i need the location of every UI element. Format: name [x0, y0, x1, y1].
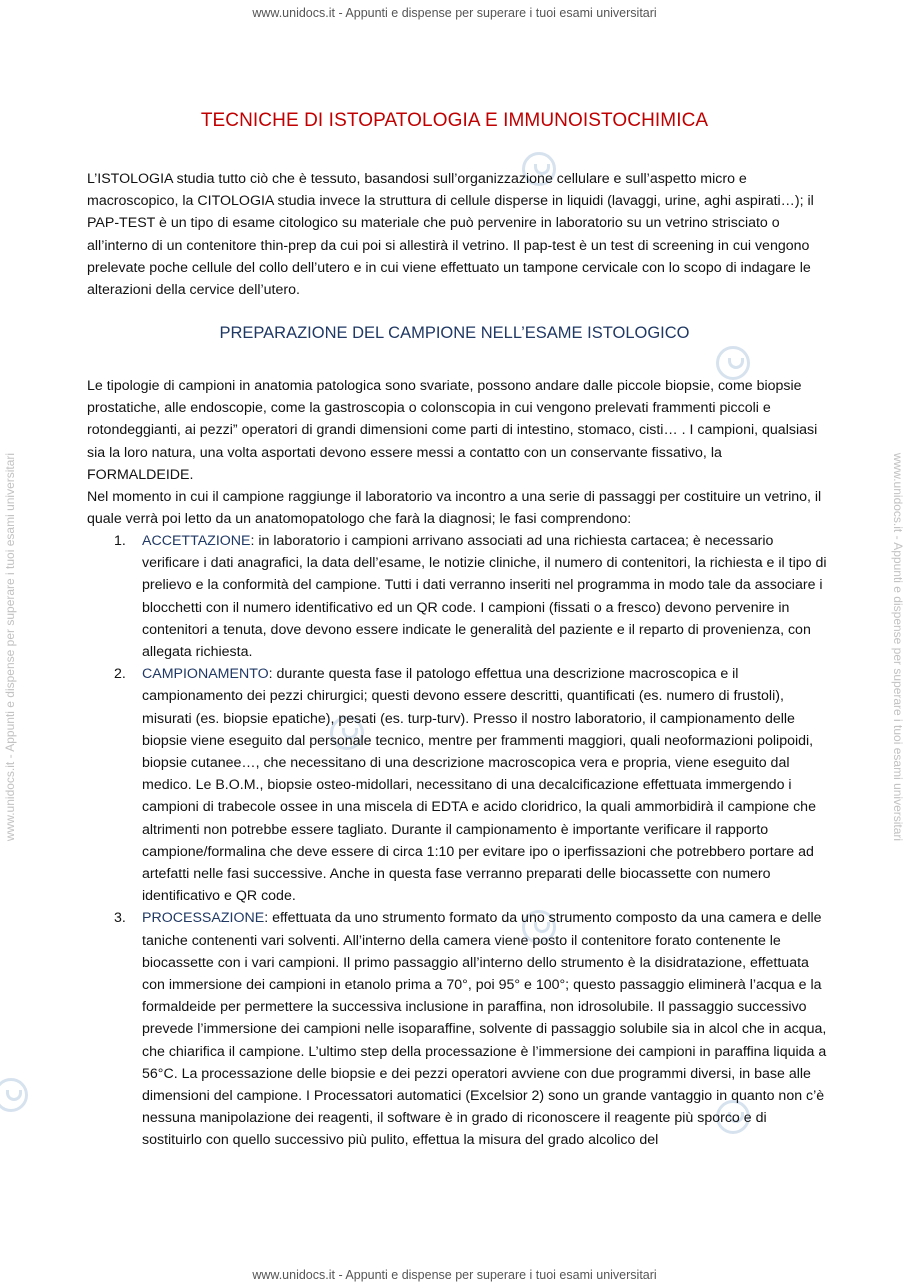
step-term: PROCESSAZIONE — [142, 910, 265, 927]
watermark-header: www.unidocs.it - Appunti e dispense per superare i tuoi esami universitari — [252, 6, 657, 20]
document-title: TECNICHE DI ISTOPATOLOGIA E IMMUNOISTOCHIMICA — [200, 110, 709, 131]
intro-paragraph: L’ISTOLOGIA studia tutto ciò che è tessuto, basandosi sull’organizzazione cellulare e sull’aspetto micro e macroscopico, la CITOLOGIA studia invece la struttura di cellule disperse in liquidi (lavaggi, urine, aghi aspirati…); il PAP-TEST è un tipo di esame citologico su materiale che può pervenire in laboratorio su un vetrino strisciato o all’interno di un contenitore thin-prep da cui poi si allestirà il vetrino. Il pap-test è un test di screening in cui vengono prelevate poche cellule del collo dell’utero e in cui viene effettuato un tampone cervicale con lo scopo di indagare le alterazioni della cervice dell’utero. — [87, 171, 814, 299]
step-number: 1. — [114, 533, 126, 549]
watermark-footer: www.unidocs.it - Appunti e dispense per superare i tuoi esami universitari — [252, 1268, 657, 1282]
step-text: : in laboratorio i campioni arrivano associati ad una richiesta cartacea; è necessario verificare i dati anagrafici, la data dell’esame, le notizie cliniche, il numero di contenitori, la richiesta e il tipo di prelievo e la conformità del campione. Tutti i dati verranno inseriti nel programma in modo tale da associare i blocchetti con il numero identificativo ed un QR code. I campioni (fissati o a fresco) devono pervenire in contenitori a tenuta, dove devono essere indicate le generalità del paziente e il reparto di provenienza, con allegata richiesta. — [142, 533, 827, 661]
section-paragraph: Le tipologie di campioni in anatomia patologica sono svariate, possono andare dalle piccole biopsie, come biopsie prostatiche, alle endoscopie, come la gastroscopia o colonscopia in cui vengono prelevati frammenti piccoli e rotondeggianti, ai pezzi” operatori di grandi dimensioni come parti di intestino, stomaco, cisti… . I campioni, qualsiasi sia la loro natura, una volta asportati devono essere messi a contatto con un conservante fissativo, la FORMALDEIDE. — [87, 378, 818, 483]
step-text: : durante questa fase il patologo effettua una descrizione macroscopica e il campionamento dei pezzi chirurgici; questi devono essere descritti, quantificati (es. numero di frustoli), misurati (es. biopsie epatiche), pesati (es. turp-turv). Presso il nostro laboratorio, il campionamento delle biopsie viene eseguito dal personale tecnico, mentre per frammenti maggiori, quali neoformazioni polipoidi, biopsie cutanee…, che necessitano di una descrizione macroscopica vera e propria, viene eseguito dal medico. Le B.O.M., biopsie osteo-midollari, necessitano di una decalcificazione effettuata immergendo i campioni di trabecole ossee in una miscela di EDTA e acido cloridrico, la quali ammorbidirà il campione che altrimenti non potrebbe essere tagliato. Durante il campionamento è importante verificare il rapporto campione/formalina che deve essere di circa 1:10 per evitare ipo o iperfissazioni che potrebbero portare ad artefatti nelle fasi successive. Anche in questa fase verranno preparati delle biocassette con numero identificativo e QR code. — [142, 666, 816, 905]
step-number: 3. — [114, 910, 126, 927]
list-item — [87, 663, 827, 907]
step-number: 2. — [114, 666, 126, 683]
section-body — [87, 375, 827, 530]
section-paragraph: Nel momento in cui il campione raggiunge il laboratorio va incontro a una serie di passaggi per costituire un vetrino, il quale verrà poi letto da un anatomopatologo che farà la diagnosi; le fasi comprendono: — [87, 489, 822, 528]
steps-list — [87, 530, 827, 1152]
watermark-logo-icon — [0, 1078, 28, 1112]
step-term: CAMPIONAMENTO — [142, 666, 269, 683]
step-text: : effettuata da uno strumento formato da uno strumento composto da una camera e delle taniche contenenti vari solventi. All’interno della camera viene posto il contenitore forato contenente le biocassette con i vari campioni. Il primo passaggio all’interno dello strumento è la disidratazione, effettuata con immersione dei campioni in etanolo prima a 70°, poi 95° e 100°; questo passaggio eliminerà l’acqua e la formaldeide per permettere la successiva inclusione in paraffina, non idrosolubile. Il passaggio successivo prevede l’immersione dei campioni nelle isoparaffine, solvente di passaggio solubile sia in alcol che in acqua, che chiarifica il campione. L’ultimo step della processazione è l’immersione dei campioni in paraffina liquida a 56°C. La processazione delle biopsie e dei pezzi operatori avviene con due programmi diversi, in base alle dimensioni del campione. I Processatori automatici (Excelsior 2) sono un grande vantaggio in quanto non c’è nessuna manipolazione dei reagenti, il software è in grado di riconoscere il reagente più sporco e di sostituirlo con quello successivo più pulito, effettua la misura del grado alcolico del — [142, 910, 827, 1149]
watermark-side-left: www.unidocs.it - Appunti e dispense per superare i tuoi esami universitari — [3, 452, 17, 842]
step-term: ACCETTAZIONE — [142, 533, 251, 549]
section-title: PREPARAZIONE DEL CAMPIONE NELL’ESAME ISTOLOGICO — [219, 324, 690, 342]
list-item — [87, 530, 827, 663]
watermark-side-right: www.unidocs.it - Appunti e dispense per superare i tuoi esami universitari — [891, 452, 905, 842]
list-item — [87, 907, 827, 1151]
